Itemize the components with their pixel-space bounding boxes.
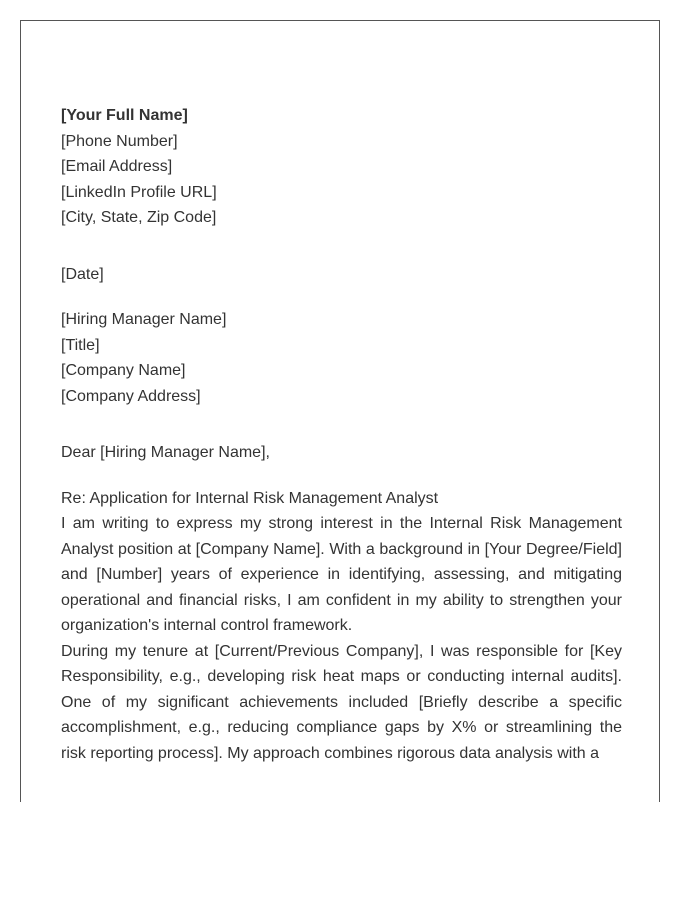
letter-date: [Date] bbox=[61, 265, 104, 283]
sender-block bbox=[61, 103, 622, 231]
letter-page bbox=[20, 20, 660, 802]
recipient-company: [Company Name] bbox=[61, 362, 186, 379]
body-paragraph-1: I am writing to express my strong interest in the Internal Risk Management Analyst position at [Company Name]. With a background in [Your Degree/Field] and [Number] years of experience in identifying, assessing, and mitigating operational and financial risks, I am confident in my ability to strengthen your organization's internal control framework. bbox=[61, 515, 622, 634]
sender-location: [City, State, Zip Code] bbox=[61, 209, 217, 226]
recipient-address: [Company Address] bbox=[61, 387, 201, 405]
sender-email: [Email Address] bbox=[61, 158, 173, 175]
salutation: Dear [Hiring Manager Name], bbox=[61, 444, 270, 461]
recipient-title: [Title] bbox=[61, 336, 100, 354]
sender-phone: [Phone Number] bbox=[61, 132, 178, 150]
recipient-block bbox=[61, 307, 622, 409]
subject-line: Re: Application for Internal Risk Management Analyst bbox=[61, 489, 439, 507]
recipient-name: [Hiring Manager Name] bbox=[61, 311, 227, 328]
sender-name: [Your Full Name] bbox=[61, 107, 188, 124]
body-paragraph-2: During my tenure at [Current/Previous Company], I was responsible for [Key Responsibility, e.g., developing risk heat maps or conducting internal audits]. One of my significant achievements included [Briefly describe a specific accomplishment, e.g., reducing compliance gaps by X% or streamlining the risk reporting process]. My approach combines rigorous data analysis with a bbox=[61, 642, 622, 762]
letter-content bbox=[61, 103, 622, 766]
sender-linkedin: [LinkedIn Profile URL] bbox=[61, 183, 217, 201]
